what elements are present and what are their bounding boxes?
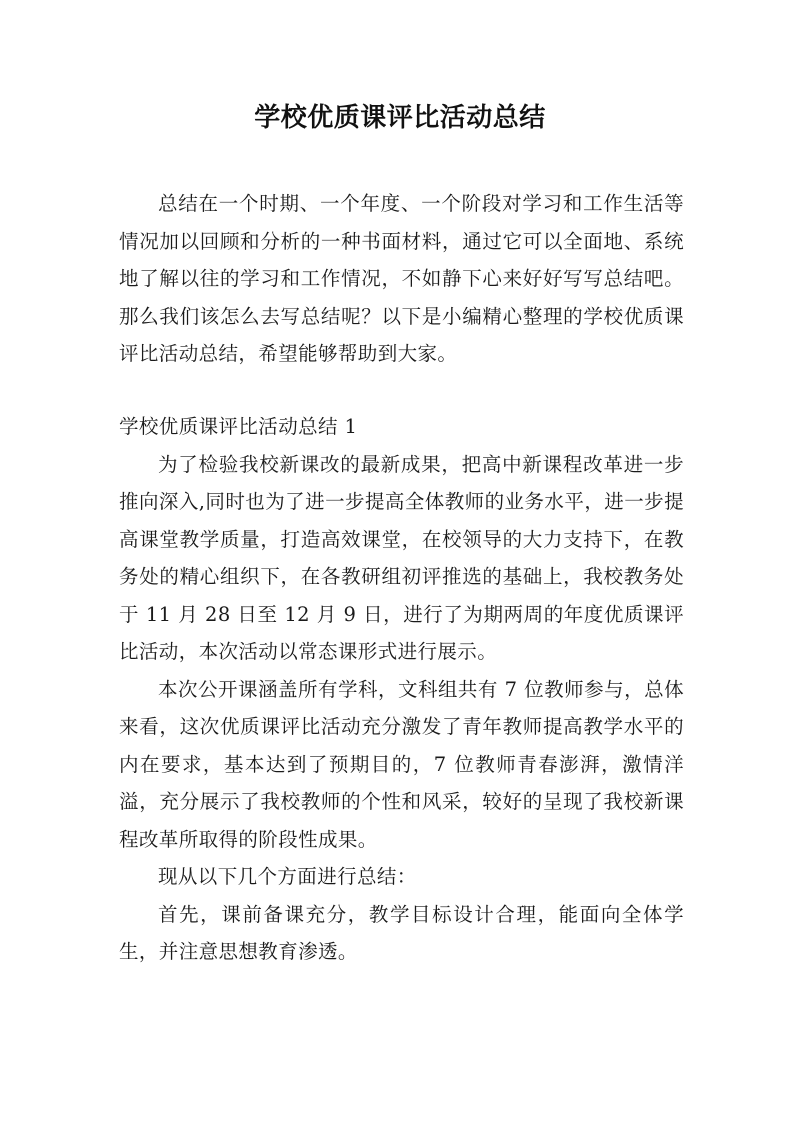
body-paragraph: 首先，课前备课充分，教学目标设计合理，能面向全体学生，并注意思想教育渗透。 [119,902,684,963]
body-paragraph: 为了检验我校新课改的最新成果，把高中新课程改革进一步推向深入,同时也为了进一步提高全体教师的业务水平，进一步提高课堂教学质量，打造高效课堂，在校领导的大力支持下，在教务处的精心组织下，在各教研组初评推选的基础上，我校教务处于 11 月 28 日至 12 月 9 日，进行了为期两周的年度优质课评比活动，本次活动以常态课形式进行展示。 [119,452,684,663]
body-paragraph: 本次公开课涵盖所有学科，文科组共有 7 位教师参与，总体来看，这次优质课评比活动充分激发了青年教师提高教学水平的内在要求，基本达到了预期目的，7 位教师青春澎湃，激情洋溢，充分展示了我校教师的个性和风采，较好的呈现了我校新课程改革所取得的阶段性成果。 [119,677,684,851]
page-title: 学校优质课评比活动总结 [254,103,546,133]
body-paragraph: 现从以下几个方面进行总结： [158,865,417,888]
intro-section [119,185,684,373]
section-heading: 学校优质课评比活动总结 1 [119,415,358,438]
summary-section-1 [119,408,684,971]
intro-paragraph: 总结在一个时期、一个年度、一个阶段对学习和工作生活等情况加以回顾和分析的一种书面材料，通过它可以全面地、系统地了解以往的学习和工作情况，不如静下心来好好写写总结吧。那么我们该怎么去写总结呢？以下是小编精心整理的学校优质课评比活动总结，希望能够帮助到大家。 [119,192,684,365]
